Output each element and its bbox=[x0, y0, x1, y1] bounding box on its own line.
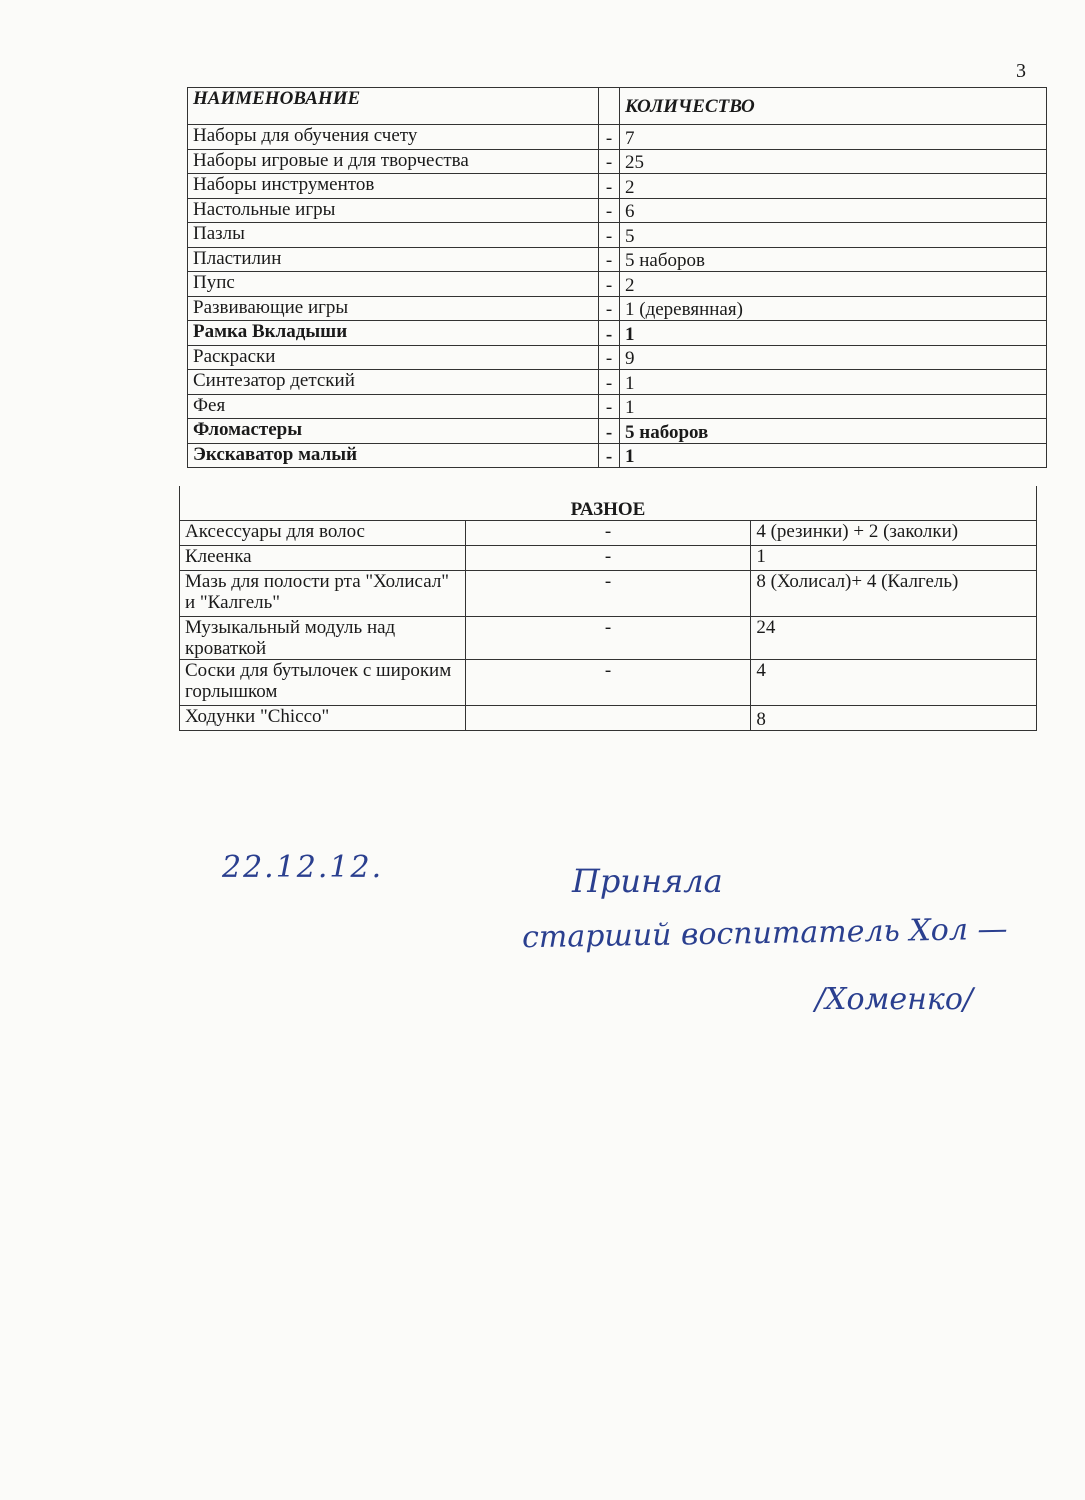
item-dash: - bbox=[599, 223, 620, 248]
item-name: Синтезатор детский bbox=[188, 370, 599, 395]
table-row bbox=[180, 571, 1037, 617]
table-row bbox=[188, 125, 1047, 150]
item-dash: - bbox=[599, 321, 620, 346]
item-dash: - bbox=[465, 546, 751, 571]
item-name: Пазлы bbox=[188, 223, 599, 248]
item-name: Экскаватор малый bbox=[188, 443, 599, 468]
item-quantity: 5 наборов bbox=[620, 247, 1047, 272]
item-dash: - bbox=[599, 198, 620, 223]
item-quantity: 7 bbox=[620, 125, 1047, 150]
item-quantity: 4 bbox=[751, 660, 1037, 706]
item-quantity: 5 bbox=[620, 223, 1047, 248]
item-name: Наборы инструментов bbox=[188, 174, 599, 199]
item-dash: - bbox=[465, 617, 751, 660]
item-quantity: 1 bbox=[620, 321, 1047, 346]
item-name: Музыкальный модуль над кроваткой bbox=[180, 617, 466, 660]
item-quantity: 6 bbox=[620, 198, 1047, 223]
item-dash: - bbox=[599, 443, 620, 468]
item-dash: - bbox=[599, 296, 620, 321]
table-row bbox=[180, 546, 1037, 571]
item-quantity: 9 bbox=[620, 345, 1047, 370]
table-row bbox=[188, 272, 1047, 297]
item-name: Аксессуары для волос bbox=[180, 521, 466, 546]
handwritten-signer: /Хоменко/ bbox=[815, 982, 973, 1017]
item-name: Мазь для полости рта "Холисал" и "Калгель" bbox=[180, 571, 466, 617]
item-dash: - bbox=[599, 272, 620, 297]
section-heading-row bbox=[180, 486, 1037, 521]
item-quantity: 1 bbox=[620, 394, 1047, 419]
table-row bbox=[188, 321, 1047, 346]
item-dash: - bbox=[599, 345, 620, 370]
item-quantity: 4 (резинки) + 2 (заколки) bbox=[751, 521, 1037, 546]
item-name: Клеенка bbox=[180, 546, 466, 571]
item-dash: - bbox=[599, 247, 620, 272]
table-row bbox=[188, 149, 1047, 174]
header-dash bbox=[599, 88, 620, 125]
header-name: НАИМЕНОВАНИЕ bbox=[188, 88, 599, 125]
item-name: Рамка Вкладыши bbox=[188, 321, 599, 346]
table-row bbox=[188, 370, 1047, 395]
table-row bbox=[188, 223, 1047, 248]
table-row bbox=[188, 247, 1047, 272]
page-number: 3 bbox=[1016, 60, 1026, 82]
table-row bbox=[188, 443, 1047, 468]
item-quantity: 1 bbox=[751, 546, 1037, 571]
handwritten-date: 22.12.12. bbox=[222, 850, 384, 885]
table-row bbox=[188, 296, 1047, 321]
header-quantity: КОЛИЧЕСТВО bbox=[620, 88, 1047, 125]
item-quantity: 2 bbox=[620, 174, 1047, 199]
item-name: Соски для бутылочек с широким горлышком bbox=[180, 660, 466, 706]
table-row bbox=[180, 521, 1037, 546]
item-dash: - bbox=[465, 571, 751, 617]
section-title: РАЗНОЕ bbox=[180, 486, 1037, 521]
table-row bbox=[188, 419, 1047, 444]
item-quantity: 5 наборов bbox=[620, 419, 1047, 444]
item-quantity: 1 bbox=[620, 370, 1047, 395]
item-name: Пупс bbox=[188, 272, 599, 297]
item-name: Наборы для обучения счету bbox=[188, 125, 599, 150]
item-quantity: 1 (деревянная) bbox=[620, 296, 1047, 321]
item-quantity: 25 bbox=[620, 149, 1047, 174]
item-name: Наборы игровые и для творчества bbox=[188, 149, 599, 174]
table-row bbox=[188, 345, 1047, 370]
item-dash: - bbox=[599, 125, 620, 150]
table-header-row bbox=[188, 88, 1047, 125]
item-dash: - bbox=[599, 419, 620, 444]
item-dash: - bbox=[599, 174, 620, 199]
misc-table bbox=[179, 486, 1037, 731]
item-name: Развивающие игры bbox=[188, 296, 599, 321]
item-quantity: 8 bbox=[751, 706, 1037, 731]
signature-mark: Хол — bbox=[909, 911, 1008, 949]
item-name: Фломастеры bbox=[188, 419, 599, 444]
table-row bbox=[180, 706, 1037, 731]
item-dash bbox=[465, 706, 751, 731]
item-dash: - bbox=[465, 660, 751, 706]
table-row bbox=[188, 198, 1047, 223]
item-name: Настольные игры bbox=[188, 198, 599, 223]
table-row bbox=[188, 174, 1047, 199]
table-row bbox=[188, 394, 1047, 419]
item-name: Раскраски bbox=[188, 345, 599, 370]
item-quantity: 8 (Холисал)+ 4 (Калгель) bbox=[751, 571, 1037, 617]
table-row bbox=[180, 660, 1037, 706]
handwritten-accepted: Приняла bbox=[572, 862, 723, 900]
item-dash: - bbox=[599, 394, 620, 419]
item-dash: - bbox=[465, 521, 751, 546]
item-quantity: 2 bbox=[620, 272, 1047, 297]
position-text: старший воспитатель bbox=[521, 913, 901, 956]
item-name: Пластилин bbox=[188, 247, 599, 272]
item-dash: - bbox=[599, 149, 620, 174]
item-name: Ходунки "Chicco" bbox=[180, 706, 466, 731]
item-quantity: 24 bbox=[751, 617, 1037, 660]
handwritten-position bbox=[522, 912, 1008, 955]
inventory-table bbox=[187, 87, 1047, 468]
item-name: Фея bbox=[188, 394, 599, 419]
item-quantity: 1 bbox=[620, 443, 1047, 468]
table-row bbox=[180, 617, 1037, 660]
item-dash: - bbox=[599, 370, 620, 395]
